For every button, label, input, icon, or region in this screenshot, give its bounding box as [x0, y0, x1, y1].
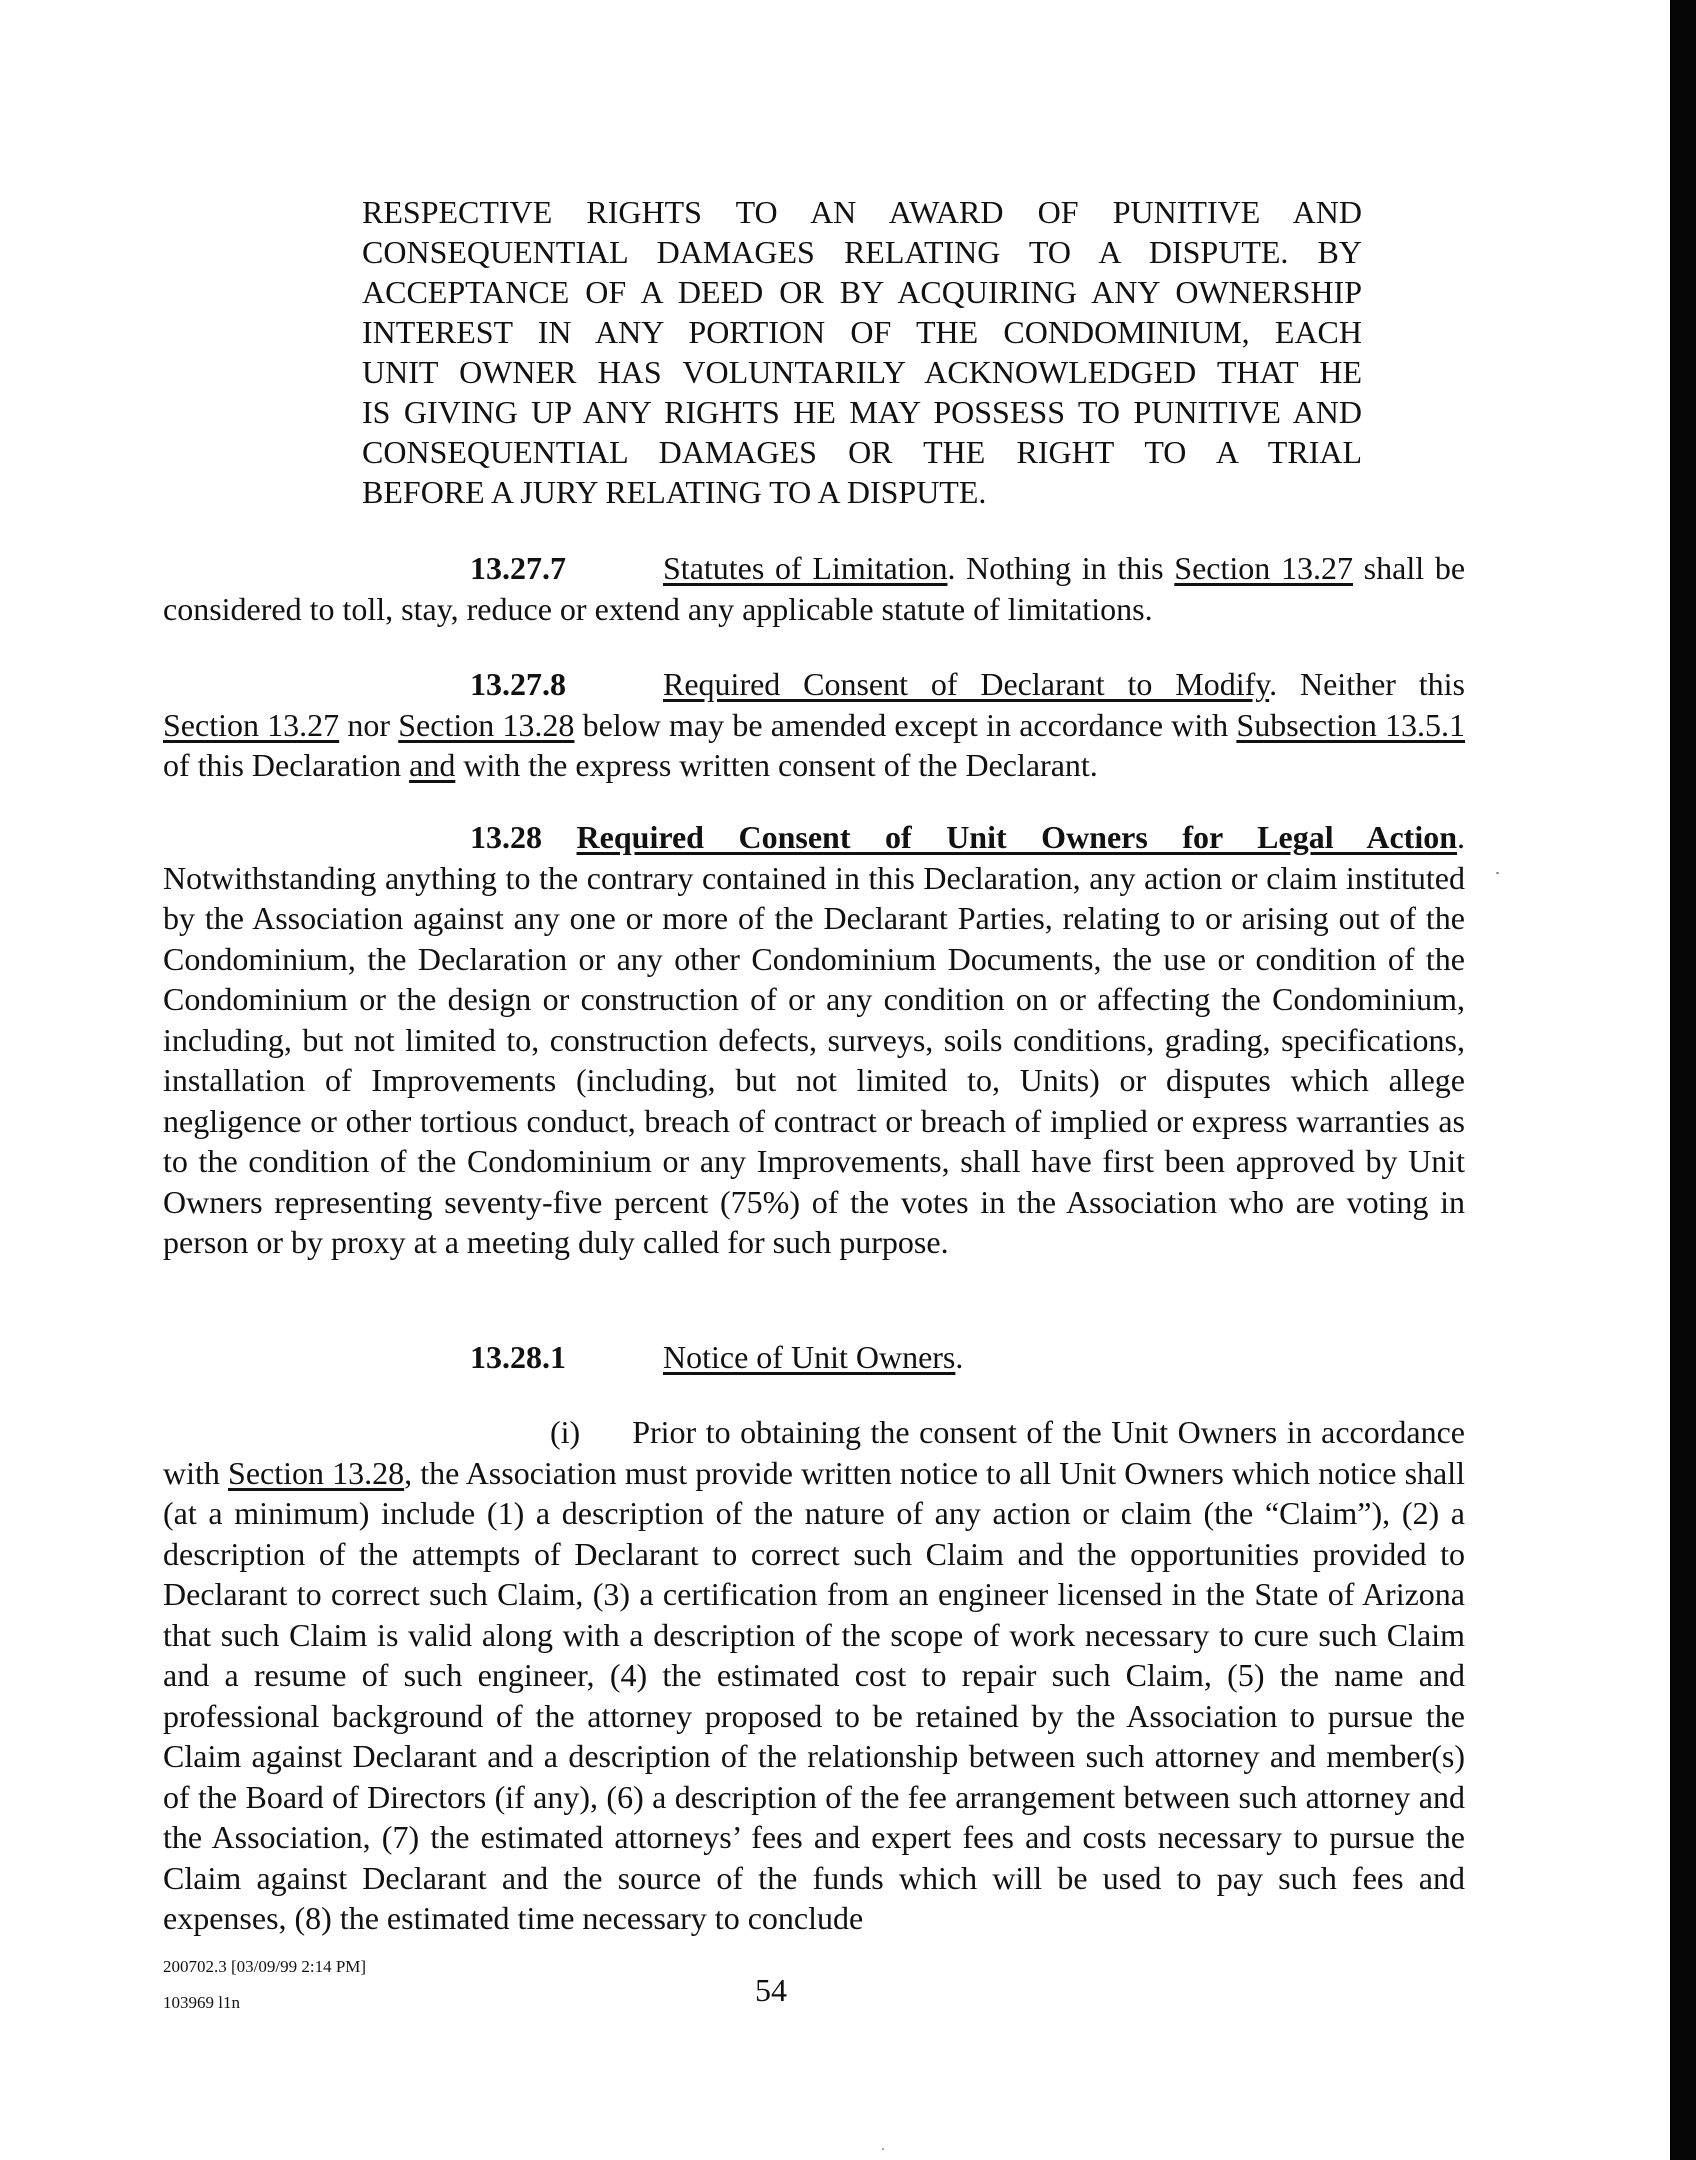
section-number: 13.28.1 [470, 1339, 566, 1375]
caps-line: ACCEPTANCE OF A DEED OR BY ACQUIRING ANY OWNERSHIP [362, 274, 1362, 310]
subparagraph-i [163, 1412, 1465, 1939]
section-text: nor [339, 706, 399, 743]
scan-speck [1496, 872, 1499, 874]
section-13-28-1 [163, 1337, 1465, 1378]
caps-line: CONSEQUENTIAL DAMAGES OR THE RIGHT TO A TRIAL [362, 434, 1362, 470]
section-reference: Section 13.28 [398, 706, 575, 743]
footer-doc-id: 200702.3 [03/09/99 2:14 PM] [163, 1957, 367, 1976]
section-text: with the express written consent of the Declarant. [455, 747, 1098, 783]
section-title: Required Consent of Declarant to Modify [663, 666, 1270, 702]
section-text: . Nothing in this [947, 550, 1175, 586]
section-text: , the Association must provide written notice to all Unit Owners which notice shall (at a minimum) include (1) a description of the nature of any action or claim (the “Claim”), (2) a description of the attempts of Declarant to correct such Claim and the opportunities provided to Declarant to correct such Claim, (3) a certification from an engineer licensed in the State of Arizona that such Claim is valid along with a description of the scope of work necessary to cure such Claim and a resume of such engineer, (4) the estimated cost to repair such Claim, (5) the name and professional background of the attorney proposed to be retained by the Association to pursue the Claim against Declarant and a description of the relationship between such attorney and member(s) of the Board of Directors (if any), (6) a description of the fee arrangement between such attorney and the Association, (7) the estimated attorneys’ fees and expert fees and costs necessary to pursue the Claim against Declarant and the source of the funds which will be used to pay such fees and expenses, (8) the estimated time necessary to conclude [163, 1454, 1466, 1936]
section-13-28 [163, 817, 1465, 1263]
section-title: Notice of Unit Owners [663, 1339, 956, 1375]
section-13-27-7 [163, 548, 1465, 629]
page-number: 54 [755, 1972, 787, 2008]
section-title: Statutes of Limitation [663, 550, 948, 586]
subparagraph-marker: (i) [550, 1414, 581, 1450]
section-number: 13.28 [470, 819, 542, 855]
caps-line: UNIT OWNER HAS VOLUNTARILY ACKNOWLEDGED THAT HE [362, 354, 1362, 390]
section-number: 13.27.7 [470, 550, 566, 586]
section-text: . [955, 1339, 964, 1375]
section-text: . Neither this [1269, 666, 1465, 702]
caps-line: INTEREST IN ANY PORTION OF THE CONDOMINIUM, EACH [362, 314, 1362, 350]
section-reference: Subsection 13.5.1 [1236, 706, 1466, 743]
caps-paragraph [362, 192, 1362, 512]
footer-file-id: 103969 l1n [163, 1993, 240, 2012]
caps-line: IS GIVING UP ANY RIGHTS HE MAY POSSESS TO PUNITIVE AND [362, 394, 1362, 430]
section-reference: Section 13.27 [1174, 550, 1353, 586]
caps-line: BEFORE A JURY RELATING TO A DISPUTE. [362, 474, 987, 510]
section-13-27-8 [163, 664, 1465, 786]
caps-line: RESPECTIVE RIGHTS TO AN AWARD OF PUNITIVE AND [362, 194, 1362, 230]
section-title: Required Consent of Unit Owners for Legal Action [576, 819, 1458, 855]
emphasis-and: and [409, 747, 456, 783]
section-reference: Section 13.27 [163, 706, 340, 743]
section-text: shall be considered to toll, stay, reduce or extend any applicable statute of limitations. [163, 550, 1466, 627]
section-text: . Notwithstanding anything to the contrary contained in this Declaration, any action or claim instituted by the Association against any one or more of the Declarant Parties, relating to or arising out of the Condominium, the Declaration or any other Condominium Documents, the use or condition of the Condominium or the design or construction of or any condition on or affecting the Condominium, including, but not limited to, construction defects, surveys, soils conditions, grading, specifications, installation of Improvements (including, but not limited to, Units) or disputes which allege negligence or other tortious conduct, breach of contract or breach of implied or express warranties as to the condition of the Condominium or any Improvements, shall have first been approved by Unit Owners representing seventy-five percent (75%) of the votes in the Association who are voting in person or by proxy at a meeting duly called for such purpose. [163, 819, 1466, 1260]
section-text: below may be amended except in accordance with [574, 706, 1237, 743]
section-reference: Section 13.28 [228, 1454, 405, 1491]
caps-line: CONSEQUENTIAL DAMAGES RELATING TO A DISPUTE. BY [362, 234, 1362, 270]
section-text: of this Declaration [163, 747, 410, 783]
scan-speck [882, 2148, 884, 2150]
scan-edge [1670, 0, 1696, 2160]
section-number: 13.27.8 [470, 666, 566, 702]
section-text: Prior to obtaining the consent of the Unit Owners in accordance with [163, 1414, 1465, 1491]
